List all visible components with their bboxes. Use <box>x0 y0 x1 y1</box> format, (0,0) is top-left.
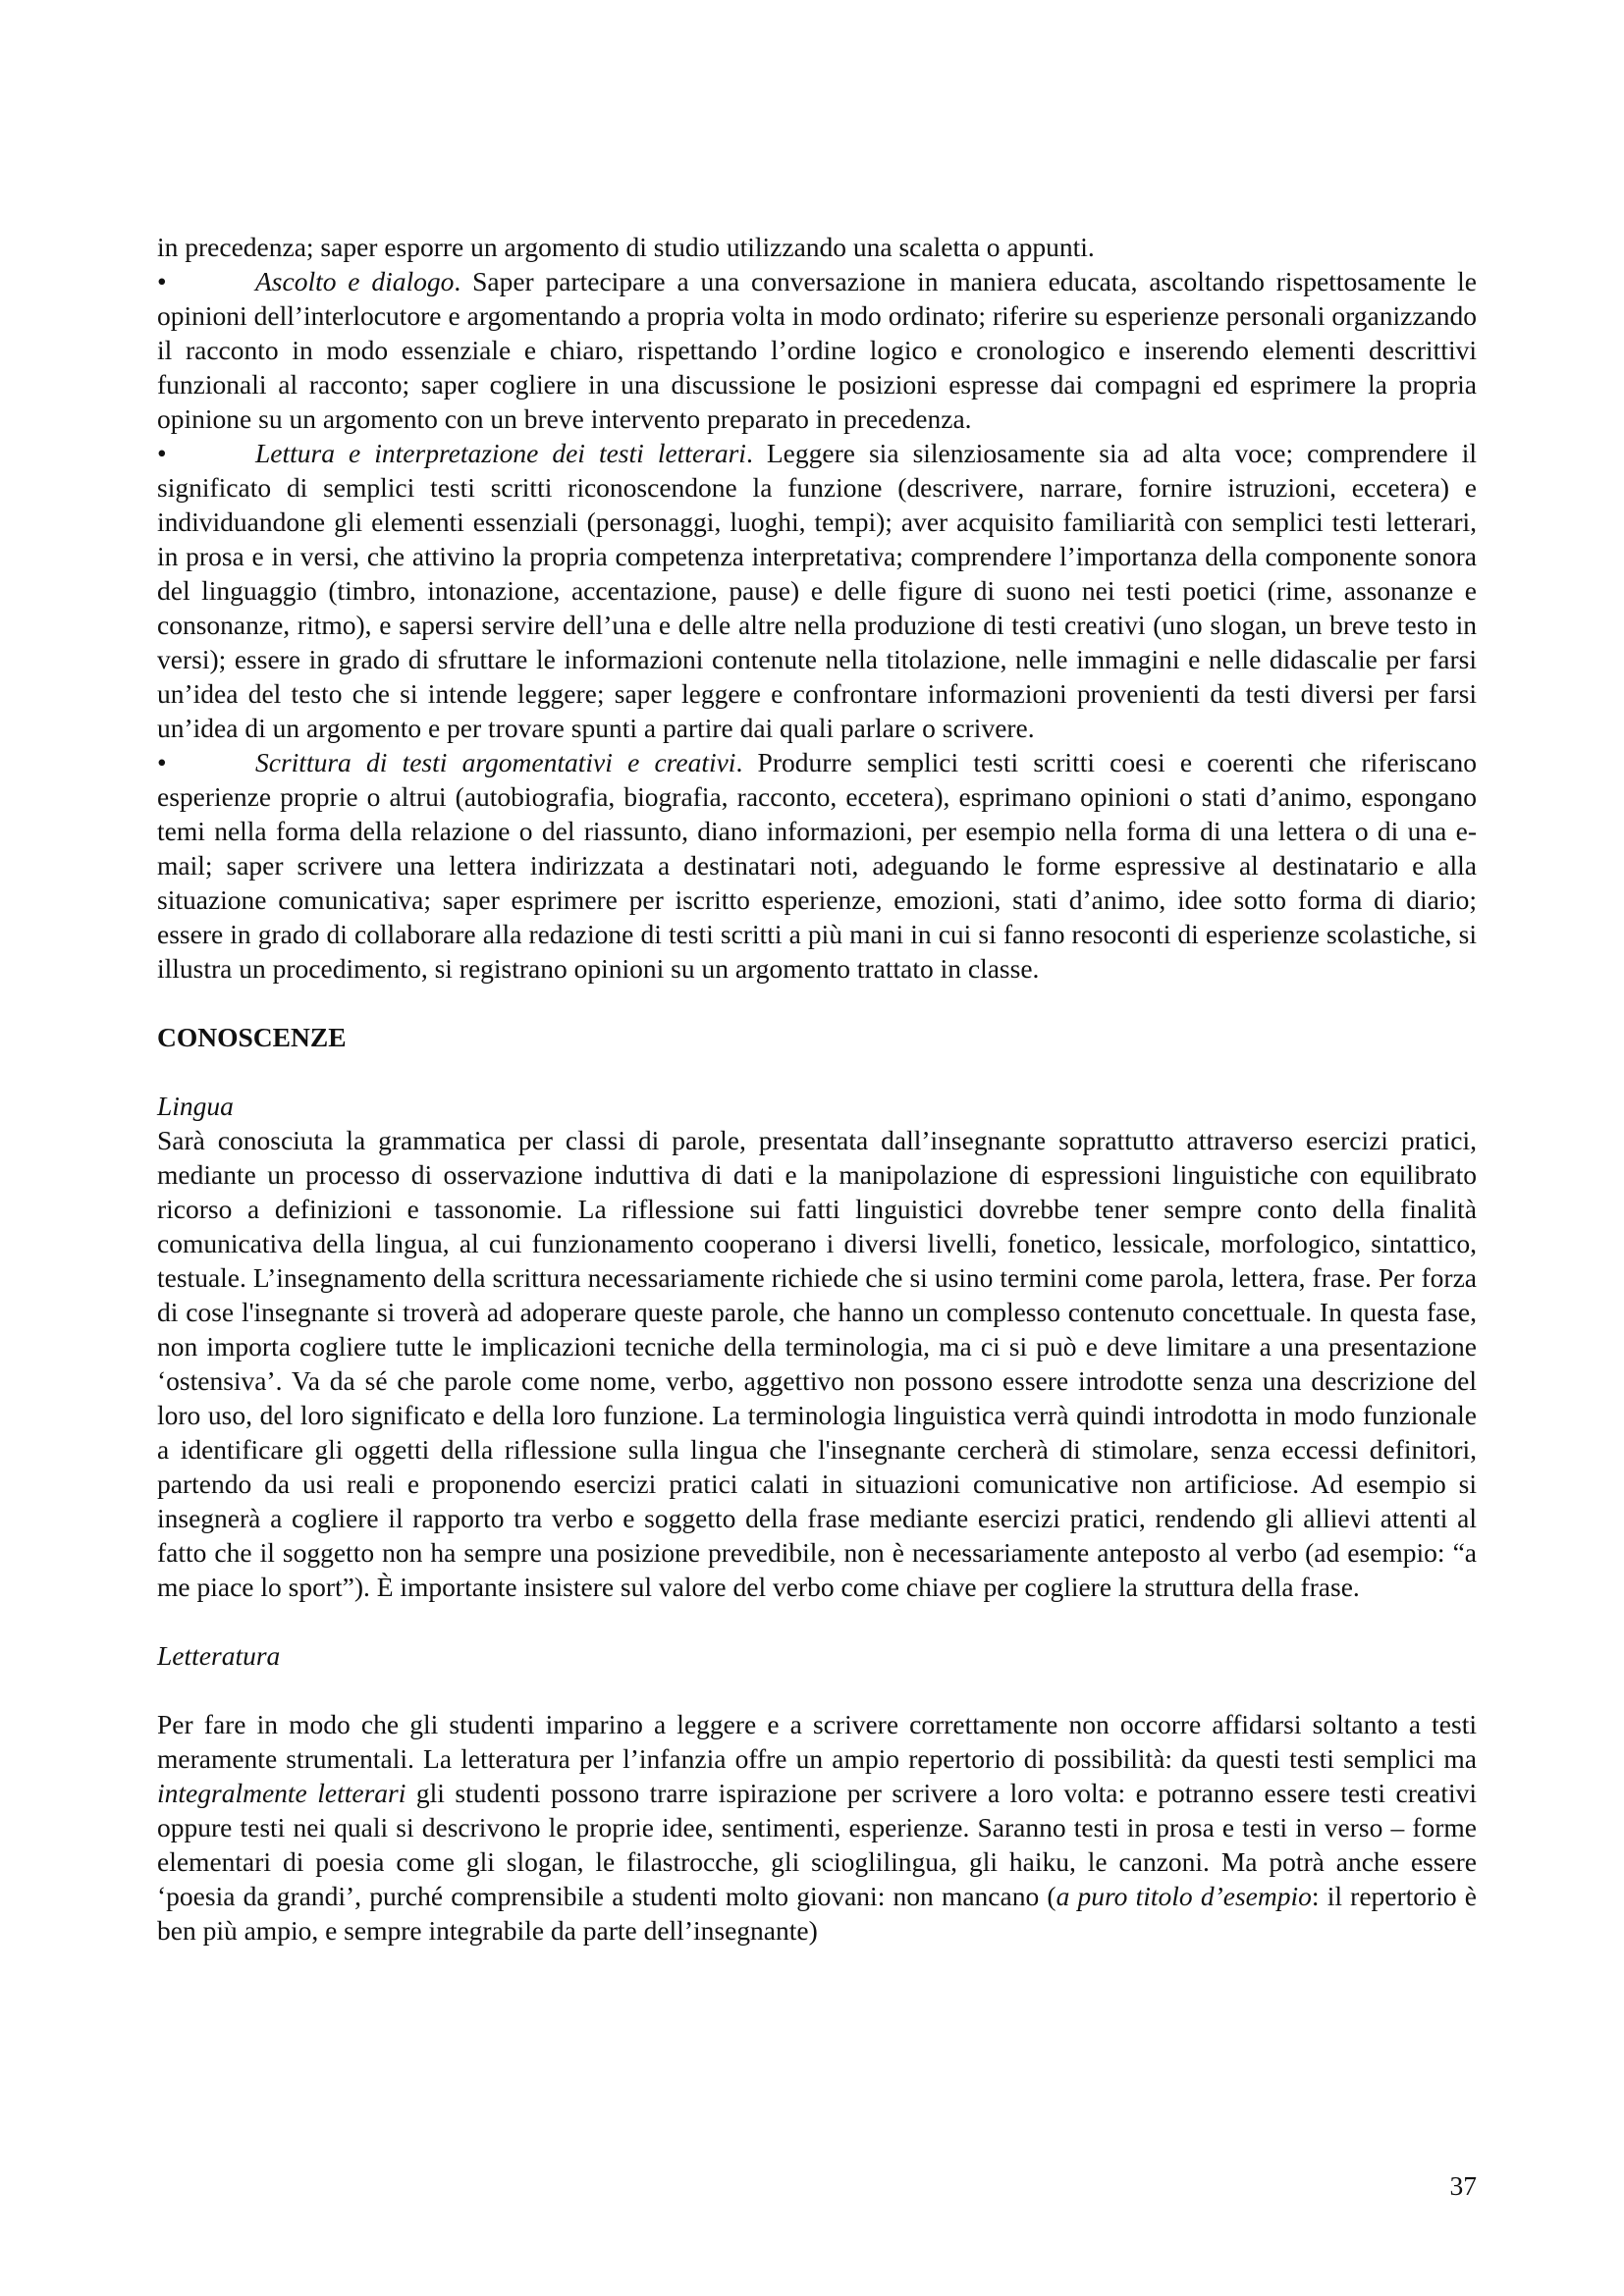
section-heading: CONOSCENZE <box>157 1022 347 1052</box>
bullet-text: . Leggere sia silenziosamente sia ad alta voce; comprendere il significato di semplici testi scritti riconoscendone la funzione (descrivere, narrare, fornire istruzioni, eccetera) e individuandone gli elementi essenziali (personaggi, luoghi, tempi); aver acquisito familiarità con semplici testi letterari, in prosa e in versi, che attivino la propria competenza interpretativa; comprendere l’importanza della componente sonora del linguaggio (timbro, intonazione, accentazione, pause) e delle figure di suono nei testi poetici (rime, assonanze e consonanze, ritmo), e sapersi servire dell’una e delle altre nella produzione di testi creativi (uno slogan, un breve testo in versi); essere in grado di sfruttare le informazioni contenute nella titolazione, nelle immagini e nelle didascalie per farsi un’idea del testo che si intende leggere; saper leggere e confrontare informazioni provenienti da testi diversi per farsi un’idea di un argomento e per trovare spunti a partire dai quali parlare o scrivere. <box>157 438 1477 743</box>
letteratura-paragraph <box>157 1707 1477 1948</box>
bullet-text: . Saper partecipare a una conversazione in maniera educata, ascoltando rispettosamente le opinioni dell’interlocutore e argomentando a propria volta in modo ordinato; riferire su esperienze personali organizzando il racconto in modo essenziale e chiaro, rispettando l’ordine logico e cronologico e inserendo elementi descrittivi funzionali al racconto; saper cogliere in una discussione le posizioni espresse dai compagni ed esprimere la propria opinione su un argomento con un breve intervento preparato in precedenza. <box>157 266 1478 434</box>
bullet-text: . Produrre semplici testi scritti coesi e coerenti che riferiscano esperienze proprie o altrui (autobiografia, biografia, racconto, eccetera), esprimano opinioni o stati d’animo, espongano temi nella forma della relazione o del riassunto, diano informazioni, per esempio nella forma di una lettera o di una e-mail; saper scrivere una lettera indirizzata a destinatari noti, adeguando le forme espressive al destinatario e alla situazione comunicativa; saper esprimere per iscritto esperienze, emozioni, stati d’animo, idee sotto forma di diario; essere in grado di collaborare alla redazione di testi scritti a più mani in cui si fanno resoconti di esperienze scolastiche, si illustra un procedimento, si registrano opinioni su un argomento trattato in classe. <box>157 747 1477 984</box>
list-item-scrittura <box>157 745 1477 986</box>
list-item-lettura <box>157 436 1477 745</box>
list-item-ascolto <box>157 264 1477 436</box>
page-number: 37 <box>1449 2170 1477 2201</box>
letteratura-text-3: : il repertorio è ben più ampio, e sempre integrabile da parte dell’insegnante) <box>157 1881 1477 1946</box>
bullet-icon: • <box>157 747 167 777</box>
intro-line: in precedenza; saper esporre un argomento di studio utilizzando una scaletta o appunti. <box>157 232 1095 262</box>
letteratura-emphasis-1: integralmente letterari <box>157 1778 406 1808</box>
subsection-title-lingua: Lingua <box>157 1091 234 1121</box>
bullet-icon: • <box>157 438 167 468</box>
letteratura-text-2: gli studenti possono trarre ispirazione per scrivere a loro volta: e potranno essere testi creativi oppure testi nei quali si descrivono le proprie idee, sentimenti, esperienze. Saranno testi in prosa e testi in verso – forme elementari di poesia come gli slogan, le filastrocche, gli scioglilingua, gli haiku, le canzoni. Ma potrà anche essere ‘poesia da grandi’, purché comprensibile a studenti molto giovani: non mancano ( <box>157 1778 1477 1911</box>
bullet-lead: Ascolto e dialogo <box>255 266 455 296</box>
bullet-lead: Lettura e interpretazione dei testi letterari <box>255 438 746 468</box>
bullet-lead: Scrittura di testi argomentativi e creativi <box>255 747 736 777</box>
letteratura-emphasis-2: a puro titolo d’esempio <box>1056 1881 1312 1911</box>
subsection-title-letteratura: Letteratura <box>157 1640 281 1671</box>
letteratura-text-1: Per fare in modo che gli studenti imparino a leggere e a scrivere correttamente non occorre affidarsi soltanto a testi meramente strumentali. La letteratura per l’infanzia offre un ampio repertorio di possibilità: da questi testi semplici ma <box>157 1709 1477 1774</box>
document-page <box>157 230 1477 1948</box>
bullet-icon: • <box>157 266 167 296</box>
lingua-paragraph: Sarà conosciuta la grammatica per classi di parole, presentata dall’insegnante soprattutto attraverso esercizi pratici, mediante un processo di osservazione induttiva di dati e la manipolazione di espressioni linguistiche con equilibrato ricorso a definizioni e tassonomie. La riflessione sui fatti linguistici dovrebbe tener sempre conto della finalità comunicativa della lingua, al cui funzionamento cooperano i diversi livelli, fonetico, lessicale, morfologico, sintattico, testuale. L’insegnamento della scrittura necessariamente richiede che si usino termini come parola, lettera, frase. Per forza di cose l'insegnante si troverà ad adoperare queste parole, che hanno un complesso contenuto concettuale. In questa fase, non importa cogliere tutte le implicazioni tecniche della terminologia, ma ci si può e deve limitare a una presentazione ‘ostensiva’. Va da sé che parole come nome, verbo, aggettivo non possono essere introdotte senza una descrizione del loro uso, del loro significato e della loro funzione. La terminologia linguistica verrà quindi introdotta in modo funzionale a identificare gli oggetti della riflessione sulla lingua che l'insegnante cercherà di stimolare, senza eccessi definitori, partendo da usi reali e proponendo esercizi pratici calati in situazioni comunicative non artificiose. Ad esempio si insegnerà a cogliere il rapporto tra verbo e soggetto della frase mediante esercizi pratici, rendendo gli allievi attenti al fatto che il soggetto non ha sempre una posizione prevedibile, non è necessariamente anteposto al verbo (ad esempio: “a me piace lo sport”). È importante insistere sul valore del verbo come chiave per cogliere la struttura della frase. <box>157 1125 1477 1602</box>
